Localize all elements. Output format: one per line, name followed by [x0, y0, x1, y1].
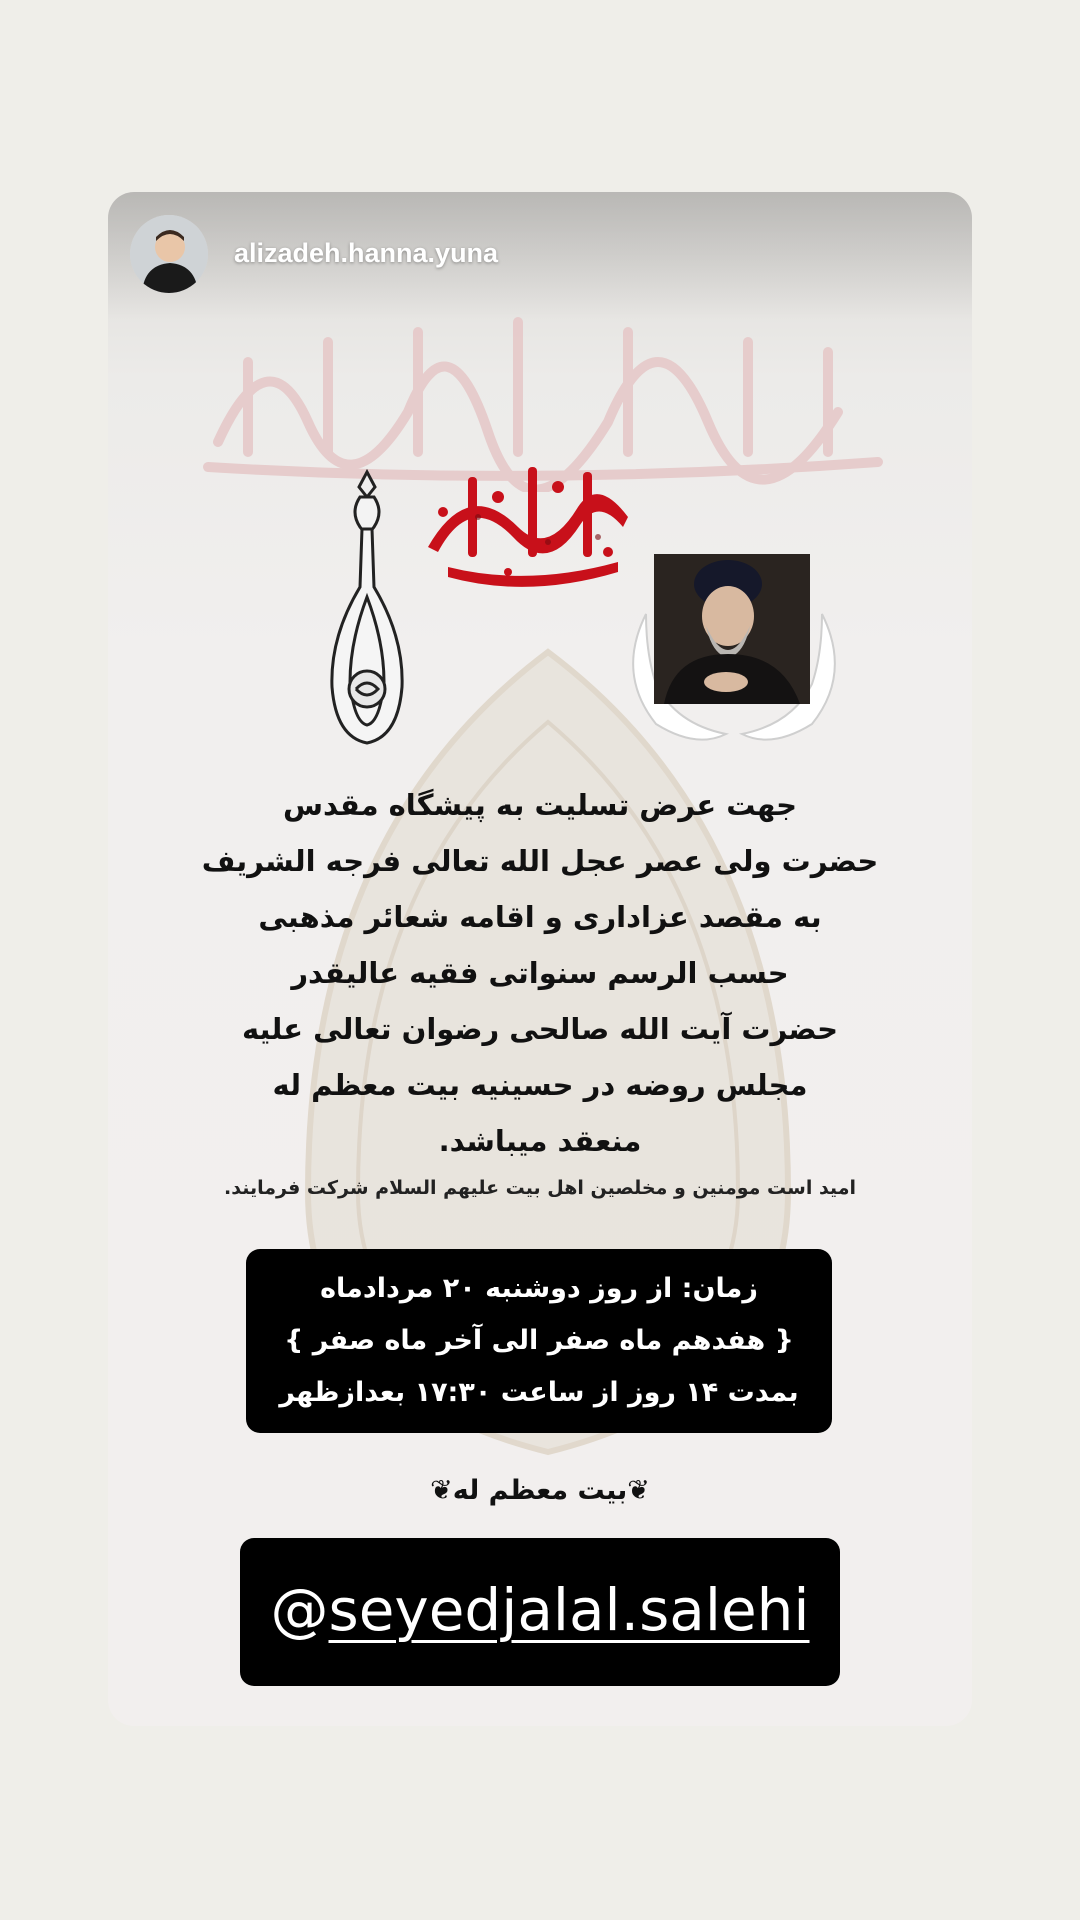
time-info-box — [246, 1249, 832, 1433]
portrait-image — [616, 524, 852, 754]
house-label: ❦بیت معظم له❦ — [430, 1475, 650, 1506]
cleric-photo — [654, 554, 810, 704]
time-line: بمدت ۱۴ روز از ساعت ۱۷:۳۰ بعدازظهر — [279, 1377, 799, 1408]
announcement-line: حضرت آیت الله صالحی رضوان تعالی علیه — [241, 1012, 839, 1046]
story-header — [108, 192, 972, 320]
title-calligraphy-image — [408, 457, 648, 597]
announcement-line: مجلس روضه در حسینیه بیت معظم له — [272, 1068, 808, 1102]
story-card — [108, 192, 972, 1726]
announcement-line: به مقصد عزاداری و اقامه شعائر مذهبی — [258, 900, 822, 934]
ornament-bottle-image — [320, 467, 414, 747]
time-line: { هفدهم ماه صفر الی آخر ماه صفر } — [284, 1325, 794, 1356]
announcement-line: منعقد میباشد. — [438, 1124, 642, 1158]
mention-username[interactable]: seyedjalal.salehi — [328, 1576, 810, 1644]
announcement-text — [168, 777, 912, 1169]
mention-sticker[interactable] — [240, 1538, 840, 1686]
mention-at-sign: @ — [270, 1576, 329, 1644]
avatar-photo-icon — [130, 215, 208, 293]
invitation-line: امید است مومنین و مخلصین اهل بیت علیهم السلام شرکت فرمایند. — [224, 1177, 856, 1199]
username[interactable]: alizadeh.hanna.yuna — [234, 238, 499, 268]
announcement-line: جهت عرض تسلیت به پیشگاه مقدس — [282, 788, 798, 822]
mention-handle[interactable] — [240, 1538, 840, 1686]
announcement-line: حسب الرسم سنواتی فقیه عالیقدر — [291, 956, 789, 990]
announcement-line: حضرت ولی عصر عجل الله تعالی فرجه الشریف — [201, 844, 879, 878]
avatar[interactable] — [130, 215, 208, 293]
time-line: زمان: از روز دوشنبه ۲۰ مردادماه — [320, 1273, 758, 1304]
